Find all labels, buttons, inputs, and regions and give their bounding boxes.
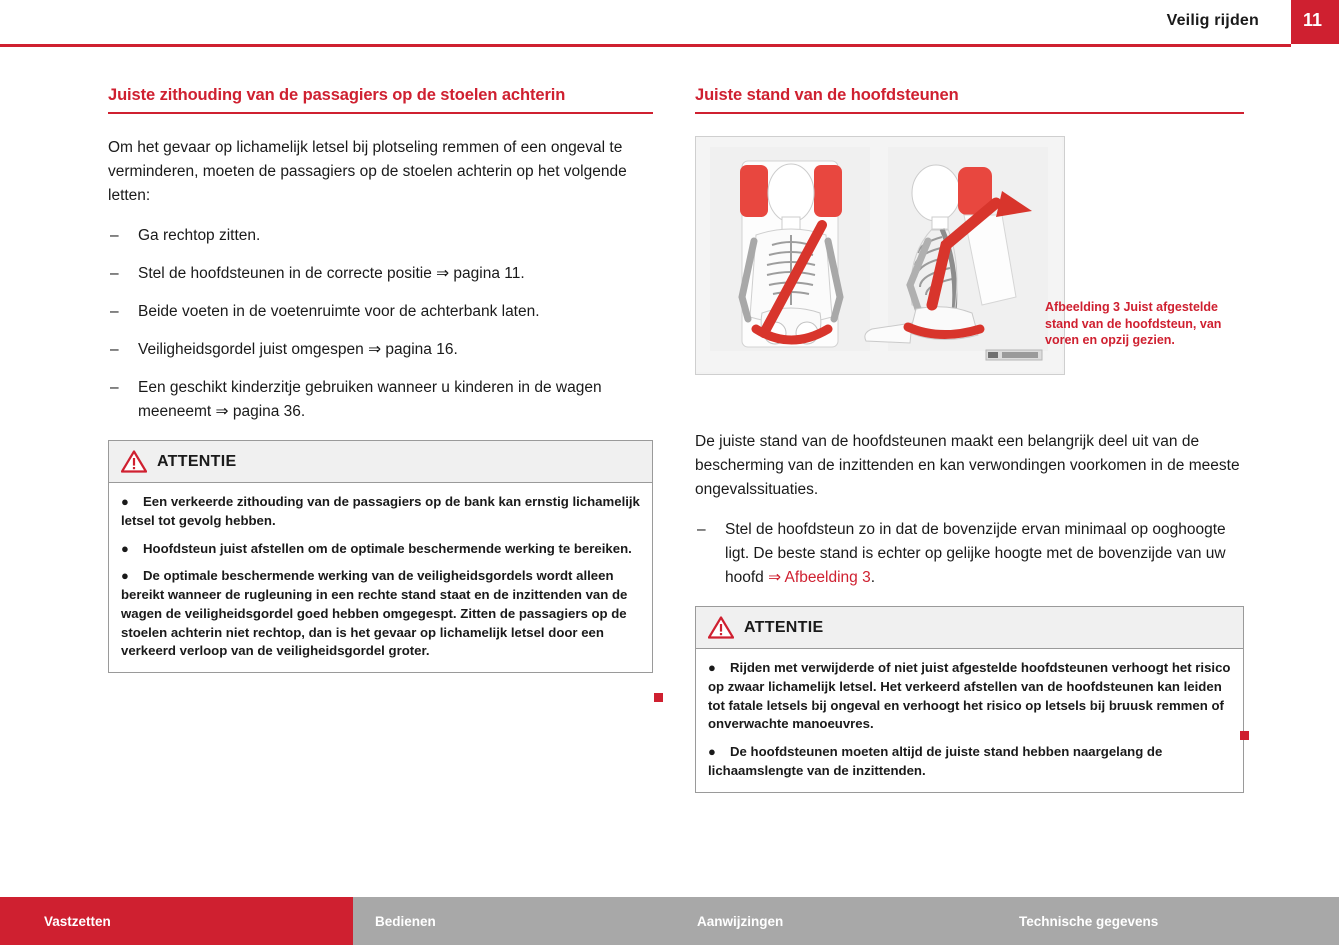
list-item-text: Een geschikt kinderzitje gebruiken wanneer u kinderen in de wagen meeneemt ⇒ pagina 36. [138,379,602,421]
dash-marker: – [110,227,119,245]
header-title: Veilig rijden [1166,12,1259,29]
footer-tab-label: Vastzetten [44,913,111,929]
headrest-illustration [696,137,1062,372]
list-item [108,300,653,324]
page-footer [0,897,1339,945]
page-number-badge [1291,0,1339,44]
header-divider [0,44,1291,47]
left-column [108,86,653,673]
right-column [695,86,1244,793]
cross-reference-link[interactable]: ⇒ Afbeelding 3 [768,569,871,587]
right-bullet-list [695,518,1244,590]
left-end-marker [654,693,663,702]
right-warning-box [695,606,1244,792]
warning-item-text: De optimale beschermende werking van de veiligheidsgordels wordt alleen bereikt wanneer de rugleuning in een rechte stand staat en de inzittenden van de wagen de veiligheidsgordel goed hebben omgegespt. Zitten de passagiers op de stoelen achterin niet rechtop, dan is het gevaar op lichamelijk letsel door een verkeerd verloop van de veiligheidsgordel groter. [121,568,628,659]
list-item [108,224,653,248]
list-item-text: Stel de hoofdsteunen in de correcte positie ⇒ pagina 11. [138,265,525,283]
bullet-marker: ● [121,540,129,556]
warning-title: ATTENTIE [744,618,824,636]
dash-marker: – [110,379,119,397]
figure-caption: Afbeelding 3 Juist afgestelde stand van de hoofdsteun, van voren en opzij gezien. [1045,300,1222,347]
list-item [695,518,1244,590]
page-number: 11 [1303,10,1323,30]
right-end-marker [1240,731,1249,740]
left-warning-box [108,440,653,673]
list-item-text: Veiligheidsgordel juist omgespen ⇒ pagina 16. [138,341,458,359]
list-item [108,338,653,362]
warning-item-text: Hoofdsteun juist afstellen om de optimale beschermende werking te bereiken. [143,540,632,556]
warning-item-text: De hoofdsteunen moeten altijd de juiste stand hebben naargelang de lichaamslengte van de inzittenden. [708,744,1163,778]
warning-item [121,540,640,559]
footer-tab-label: Bedienen [375,913,436,929]
dash-marker: – [697,521,706,539]
warning-title: ATTENTIE [157,452,237,470]
list-item-text: Beide voeten in de voetenruimte voor de achterbank laten. [138,303,540,321]
left-section-title: Juiste zithouding van de passagiers op de stoelen achterin [108,86,653,114]
warning-triangle-icon [121,450,147,473]
list-item-text: Ga rechtop zitten. [138,227,261,245]
warning-item-text: Een verkeerde zithouding van de passagiers op de bank kan ernstig lichamelijk letsel tot gevolg hebben. [121,494,640,528]
warning-header [696,607,1243,649]
warning-header [109,441,652,483]
front-view-figure [740,161,842,347]
warning-triangle-icon [708,616,734,639]
warning-item [121,567,640,661]
list-item-text-end: . [870,569,876,587]
dash-marker: – [110,265,119,283]
footer-tab-aanwijzingen[interactable] [675,897,997,945]
bullet-marker: ● [121,568,129,584]
left-intro-paragraph: Om het gevaar op lichamelijk letsel bij plotseling remmen of een ongeval te verminderen, moeten de passagiers op de stoelen achterin op het volgende letten: [108,139,627,205]
warning-body [109,483,652,672]
page-header [0,0,1339,44]
bullet-marker: ● [708,660,716,676]
warning-body [696,649,1243,791]
warning-item [708,659,1231,734]
footer-tab-vastzetten[interactable] [0,897,353,945]
dash-marker: – [110,303,119,321]
list-item [108,376,653,424]
warning-item [121,493,640,530]
warning-item [708,743,1231,780]
footer-tab-bedienen[interactable] [353,897,675,945]
footer-tab-label: Aanwijzingen [697,913,784,929]
bullet-marker: ● [121,494,129,510]
footer-tab-label: Technische gegevens [1019,913,1159,929]
list-item [108,262,653,286]
dash-marker: – [110,341,119,359]
footer-tab-technische-gegevens[interactable] [997,897,1339,945]
list-item-text: Stel de hoofdsteun zo in dat de bovenzijde ervan minimaal op ooghoogte ligt. De beste stand is echter op gelijke hoogte met de bovenzijde van uw hoofd [725,521,1226,587]
headrest-figure [695,136,1065,375]
left-bullet-list [108,224,653,424]
right-section-title: Juiste stand van de hoofdsteunen [695,86,1244,114]
bullet-marker: ● [708,744,716,760]
right-body-paragraph: De juiste stand van de hoofdsteunen maakt een belangrijk deel uit van de bescherming van de inzittenden en kan verwondingen voorkomen in de meeste ongevalssituaties. [695,433,1240,499]
warning-item-text: Rijden met verwijderde of niet juist afgestelde hoofdsteunen verhoogt het risico op zwaar lichamelijk letsel. Het verkeerd afstellen van de hoofdsteunen kan leiden tot fatale letsels bij ongeval en verhoogt het risico op letsels bij bruusk remmen of onverwachte manoeuvres. [708,660,1231,732]
